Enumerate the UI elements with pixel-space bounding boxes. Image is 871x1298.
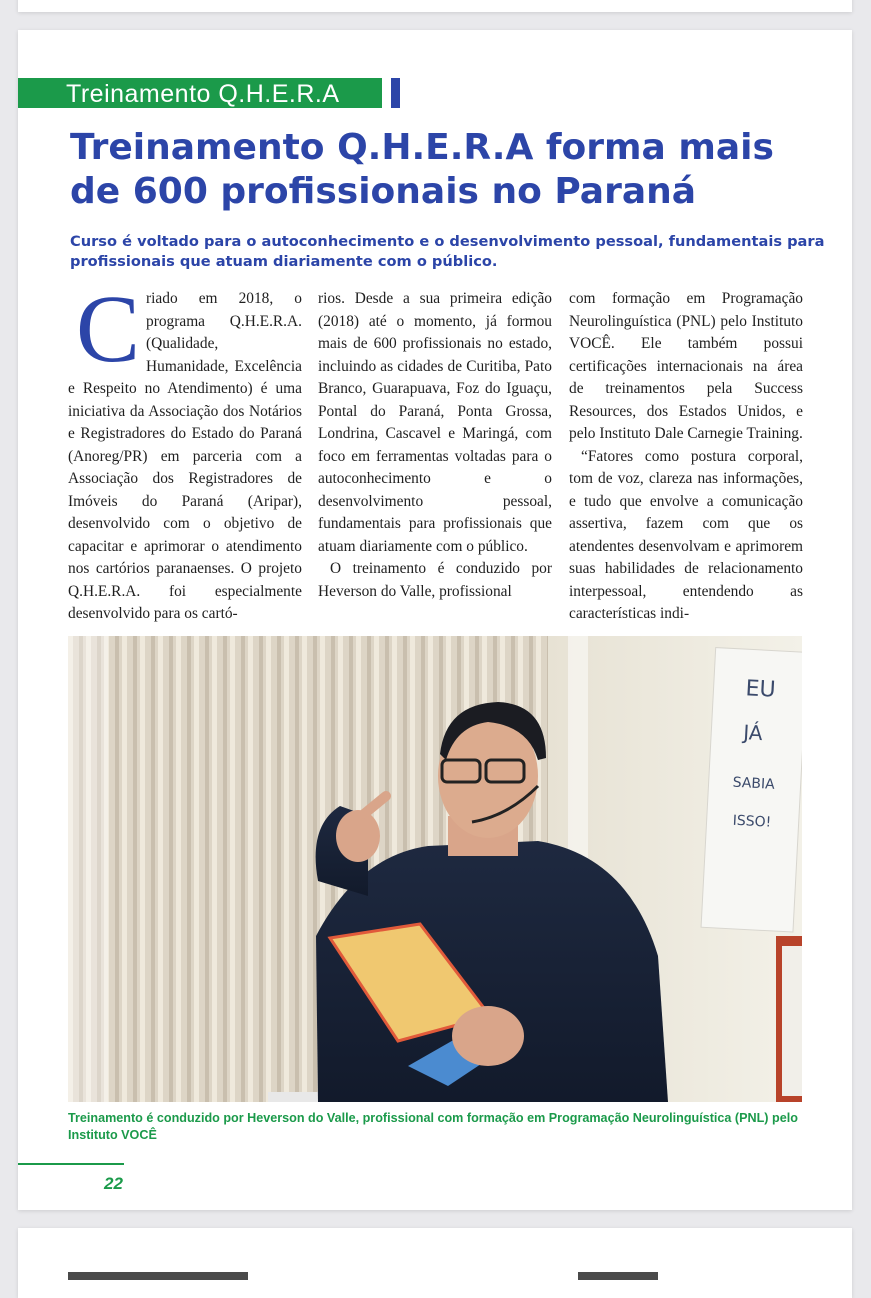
text-column-3	[569, 288, 803, 626]
paragraph: “Fatores como postura corporal, tom de voz, clareza nas informações, e tudo que envolve a comunicação assertiva, fazem com que os atendentes desenvolvam e aprimorem suas habilidades de relacionamento interpessoal, entendendo as características indi-	[569, 447, 803, 622]
photo-caption: Treinamento é conduzido por Heverson do Valle, profissional com formação em Programação Neurolinguística (PNL) pelo Instituto VOCÊ	[68, 1111, 798, 1142]
text-column-1	[68, 275, 302, 626]
flipchart-line: EU	[744, 676, 777, 703]
section-accent-block	[391, 78, 400, 108]
paragraph	[68, 275, 302, 626]
text-column-2	[318, 288, 552, 603]
paragraph: com formação em Programação Neurolinguística (PNL) pelo Instituto VOCÊ. Ele também possui certificações internacionais na área de treinamentos pela Success Resources, dos Estados Unidos, e pelo Instituto Dale Carnegie Training.	[569, 290, 803, 442]
flipchart-line: JÁ	[742, 720, 764, 746]
article-headline: Treinamento Q.H.E.R.A forma mais de 600 profissionais no Paraná	[70, 127, 774, 212]
previous-page-edge	[18, 0, 852, 12]
paragraph: rios. Desde a sua primeira edição (2018) até o momento, já formou mais de 600 profissionais no estado, incluindo as cidades de Curitiba, Pato Branco, Guarapuava, Foz do Iguaçu, Pontal do Paraná, Ponta Grossa, Londrina, Cascavel e Maringá, com foco em ferramentas voltadas para o autoconhecimento e o desenvolvimento pessoal, fundamentais para profissionais que atuam diariamente com o público.	[318, 290, 552, 555]
footer-rule	[18, 1163, 124, 1165]
flipchart-line: ISSO!	[732, 812, 772, 831]
flipchart	[701, 648, 802, 932]
article-subhead: Curso é voltado para o autoconhecimento e o desenvolvimento pessoal, fundamentais para profissionais que atuam diariamente com o público.	[70, 233, 825, 270]
paragraph: O treinamento é conduzido por Heverson do Valle, profissional	[318, 560, 552, 600]
next-page-text-fragment	[578, 1272, 658, 1280]
article-photo	[68, 636, 802, 1102]
page-number: 22	[104, 1174, 123, 1193]
paragraph-text: riado em 2018, o programa Q.H.E.R.A. (Qualidade, Humanidade, Excelência e Respeito no Atendimento) é uma iniciativa da Associação dos Notários e Registradores do Estado do Paraná (Anoreg/PR) em parceria com a Associação dos Registradores de Imóveis do Paraná (Aripar), desenvolvido com o objetivo de capacitar e aprimorar o atendimento nos cartórios paranaenses. O projeto Q.H.E.R.A. foi especialmente desenvolvido para os cartó-	[68, 290, 302, 622]
next-page-edge	[18, 1228, 852, 1298]
section-label: Treinamento Q.H.E.R.A	[66, 80, 340, 108]
drop-cap: C	[76, 275, 141, 382]
flipchart-line: SABIA	[732, 774, 776, 793]
magazine-page	[18, 30, 852, 1210]
next-page-text-fragment	[68, 1272, 248, 1280]
